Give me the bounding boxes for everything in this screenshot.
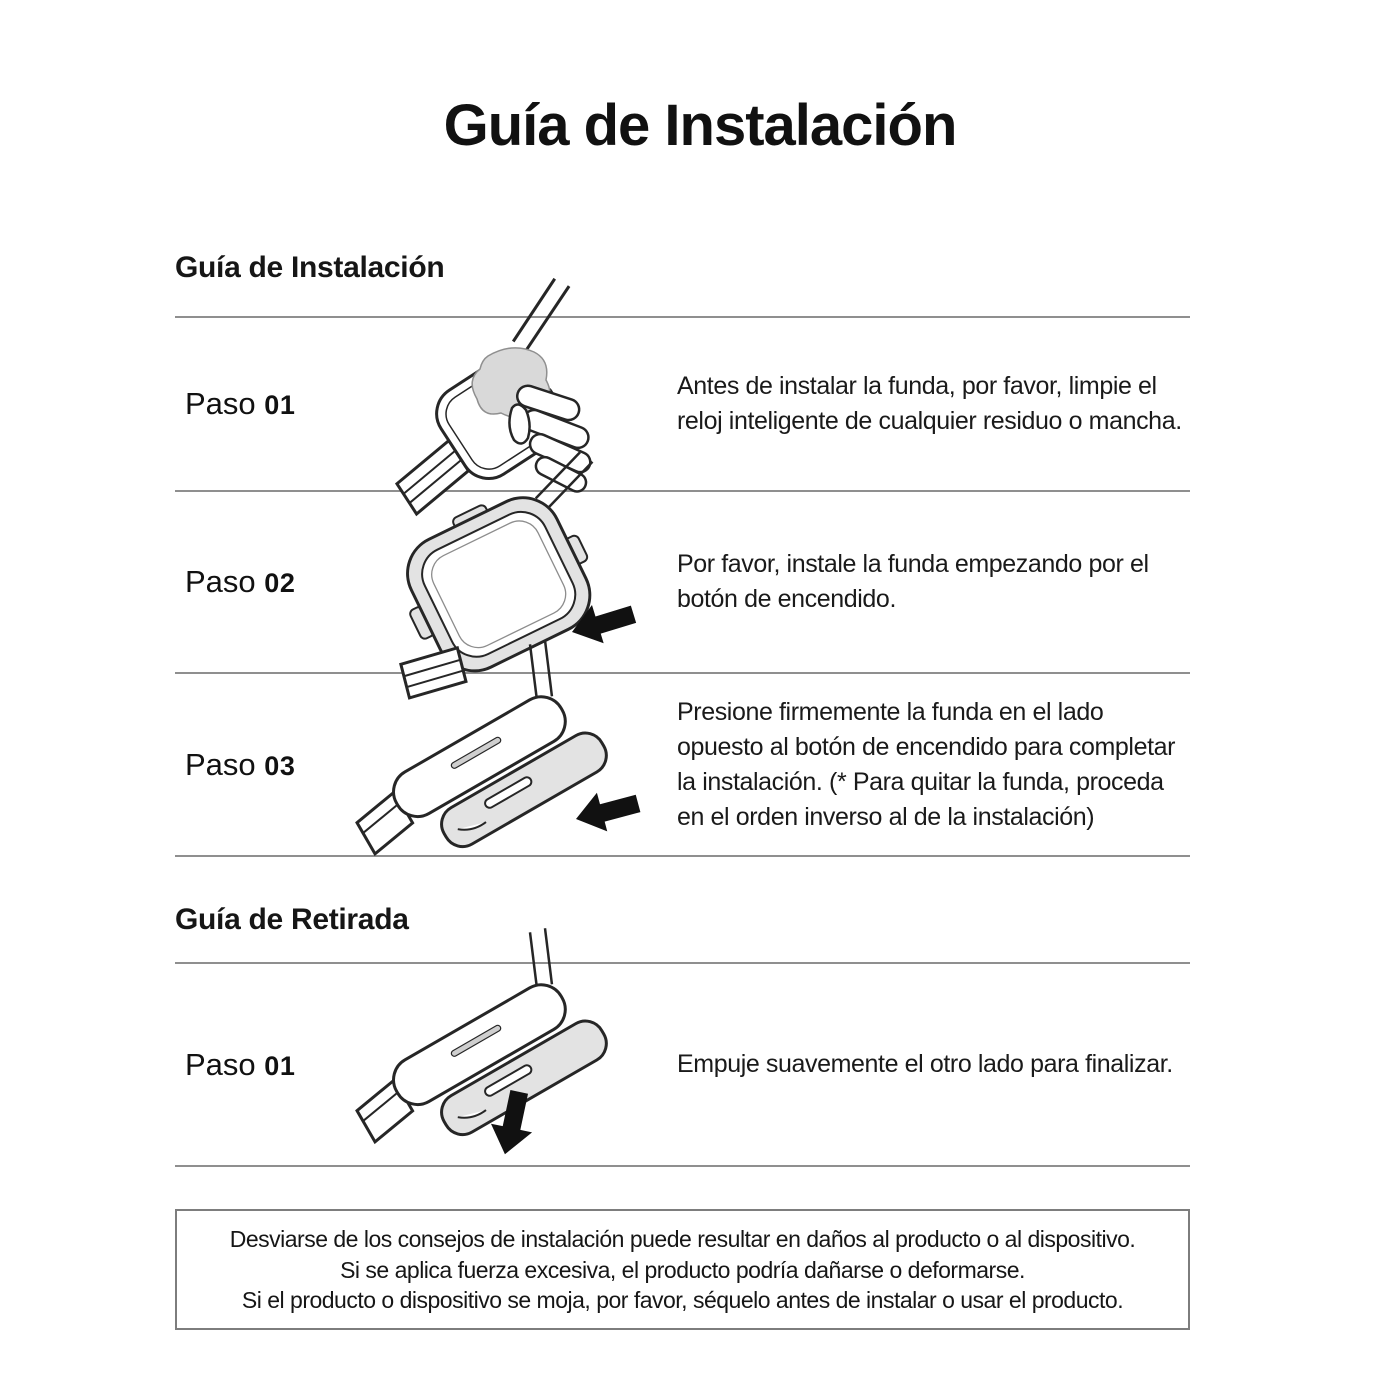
step-row-install-02	[175, 492, 1190, 672]
caution-line: Si el producto o dispositivo se moja, por favor, séquelo antes de instalar o usar el producto.	[241, 1287, 1124, 1313]
step-label-word: Paso	[185, 746, 256, 782]
step-label-word: Paso	[185, 386, 256, 421]
step-text: Presione firmemente la funda en el lado opuesto al botón de encendido para completar la instalación. (* Para quitar la funda, proceda en el orden inverso al de la instalación)	[677, 697, 1176, 831]
case-install-illustration	[325, 498, 655, 666]
step-row-install-03	[175, 674, 1190, 855]
step-text: Antes de instalar la funda, por favor, limpie el reloj inteligente de cualquier residuo o mancha.	[677, 372, 1182, 435]
case-press-drawing	[340, 677, 640, 853]
step-label	[175, 386, 325, 422]
step-text: Por favor, instale la funda empezando por el botón de encendido.	[677, 550, 1149, 613]
caution-line: Desviarse de los consejos de instalación puede resultar en daños al producto o al dispositivo.	[229, 1226, 1136, 1252]
section-heading-installation: Guía de Instalación	[175, 251, 445, 284]
case-install-drawing	[340, 498, 640, 666]
watch-cleaning-drawing	[340, 328, 640, 480]
caution-notice-box	[175, 1209, 1190, 1330]
guide-content	[175, 250, 1190, 1330]
step-text: Empuje suavemente el otro lado para finalizar.	[677, 1050, 1173, 1078]
step-label-word: Paso	[185, 1046, 256, 1082]
step-row-removal-01	[175, 964, 1190, 1165]
step-label-word: Paso	[185, 564, 256, 599]
caution-line: Si se aplica fuerza excesiva, el producto podría dañarse o deformarse.	[340, 1256, 1025, 1283]
section-heading-removal: Guía de Retirada	[175, 903, 409, 936]
step-number: 01	[264, 1050, 296, 1081]
case-removal-drawing	[340, 969, 640, 1161]
page-title: Guía de Instalación	[443, 93, 957, 158]
step-number: 01	[264, 390, 296, 420]
step-label	[175, 1047, 325, 1083]
step-row-install-01	[175, 318, 1190, 490]
step-number: 03	[264, 750, 296, 781]
case-press-illustration	[325, 677, 655, 853]
step-label	[175, 747, 325, 783]
step-label	[175, 564, 325, 600]
case-removal-illustration	[325, 969, 655, 1161]
divider	[175, 855, 1190, 857]
watch-cleaning-illustration	[325, 328, 655, 480]
divider	[175, 1165, 1190, 1167]
step-number: 02	[264, 568, 296, 598]
